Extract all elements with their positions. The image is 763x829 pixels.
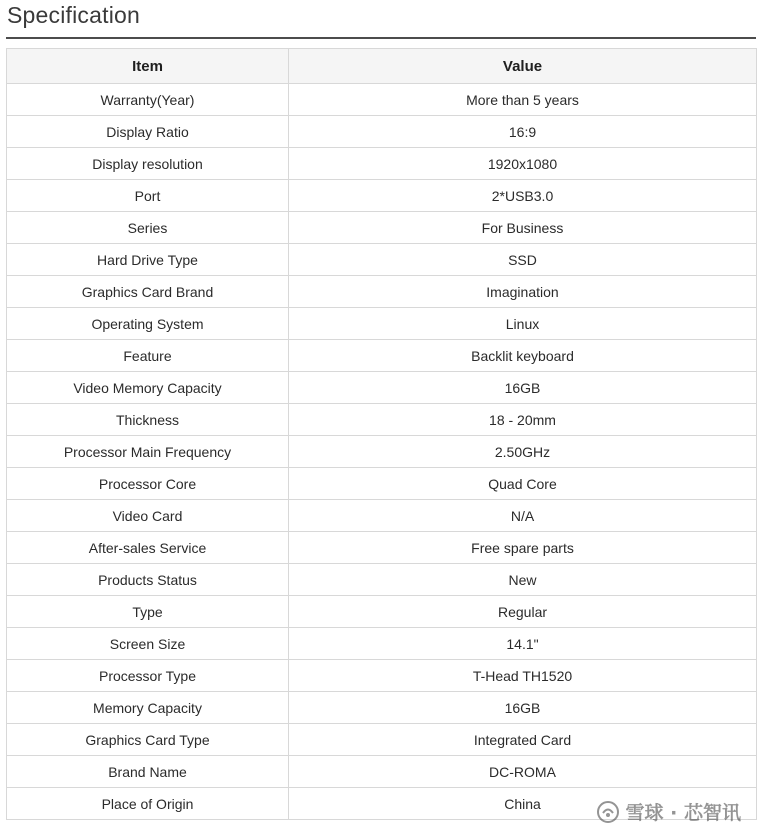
- table-row: [7, 276, 757, 308]
- spec-item-cell: Processor Type: [7, 660, 289, 692]
- column-header-item: Item: [7, 49, 289, 84]
- spec-item-cell: Processor Main Frequency: [7, 436, 289, 468]
- spec-value-cell: Regular: [289, 596, 757, 628]
- spec-value-cell: 2*USB3.0: [289, 180, 757, 212]
- spec-value-cell: Backlit keyboard: [289, 340, 757, 372]
- table-row: [7, 372, 757, 404]
- spec-value-cell: Integrated Card: [289, 724, 757, 756]
- spec-item-cell: Series: [7, 212, 289, 244]
- spec-value-cell: 16GB: [289, 692, 757, 724]
- page-title: Specification: [7, 2, 141, 28]
- spec-value-cell: 18 - 20mm: [289, 404, 757, 436]
- table-row: [7, 660, 757, 692]
- spec-item-cell: Hard Drive Type: [7, 244, 289, 276]
- table-row: [7, 500, 757, 532]
- spec-item-cell: Video Card: [7, 500, 289, 532]
- spec-value-cell: 16GB: [289, 372, 757, 404]
- spec-item-cell: Port: [7, 180, 289, 212]
- spec-item-cell: Graphics Card Brand: [7, 276, 289, 308]
- spec-value-cell: Imagination: [289, 276, 757, 308]
- specification-table: [6, 48, 757, 820]
- spec-item-cell: After-sales Service: [7, 532, 289, 564]
- table-row: [7, 596, 757, 628]
- spec-item-cell: Operating System: [7, 308, 289, 340]
- spec-value-cell: T-Head TH1520: [289, 660, 757, 692]
- spec-value-cell: For Business: [289, 212, 757, 244]
- spec-item-cell: Thickness: [7, 404, 289, 436]
- spec-item-cell: Video Memory Capacity: [7, 372, 289, 404]
- table-row: [7, 308, 757, 340]
- table-row: [7, 788, 757, 820]
- spec-value-cell: 1920x1080: [289, 148, 757, 180]
- table-row: [7, 532, 757, 564]
- spec-value-cell: DC-ROMA: [289, 756, 757, 788]
- spec-value-cell: 2.50GHz: [289, 436, 757, 468]
- table-row: [7, 84, 757, 116]
- table-row: [7, 436, 757, 468]
- spec-item-cell: Place of Origin: [7, 788, 289, 820]
- watermark-text: 雪球 · 芯智讯: [625, 802, 741, 824]
- table-row: [7, 692, 757, 724]
- table-row: [7, 116, 757, 148]
- spec-item-cell: Warranty(Year): [7, 84, 289, 116]
- spec-item-cell: Type: [7, 596, 289, 628]
- table-row: [7, 404, 757, 436]
- spec-item-cell: Brand Name: [7, 756, 289, 788]
- table-header-row: [7, 49, 757, 84]
- spec-item-cell: Display resolution: [7, 148, 289, 180]
- spec-item-cell: Display Ratio: [7, 116, 289, 148]
- table-body: [7, 84, 757, 820]
- table-row: [7, 244, 757, 276]
- spec-value-cell: Free spare parts: [289, 532, 757, 564]
- spec-value-cell: N/A: [289, 500, 757, 532]
- spec-item-cell: Processor Core: [7, 468, 289, 500]
- spec-value-cell: 16:9: [289, 116, 757, 148]
- table-row: [7, 564, 757, 596]
- spec-value-cell: 14.1": [289, 628, 757, 660]
- spec-value-cell: Linux: [289, 308, 757, 340]
- spec-value-cell: Quad Core: [289, 468, 757, 500]
- spec-item-cell: Products Status: [7, 564, 289, 596]
- table-row: [7, 468, 757, 500]
- table-row: [7, 180, 757, 212]
- table-row: [7, 212, 757, 244]
- spec-value-cell: More than 5 years: [289, 84, 757, 116]
- spec-item-cell: Feature: [7, 340, 289, 372]
- column-header-value: Value: [289, 49, 757, 84]
- table-row: [7, 724, 757, 756]
- table-row: [7, 756, 757, 788]
- spec-value-cell: China: [289, 788, 757, 820]
- spec-value-cell: SSD: [289, 244, 757, 276]
- table-row: [7, 340, 757, 372]
- spec-item-cell: Memory Capacity: [7, 692, 289, 724]
- spec-item-cell: Graphics Card Type: [7, 724, 289, 756]
- title-divider: [6, 37, 756, 39]
- spec-item-cell: Screen Size: [7, 628, 289, 660]
- table-row: [7, 148, 757, 180]
- table-row: [7, 628, 757, 660]
- spec-value-cell: New: [289, 564, 757, 596]
